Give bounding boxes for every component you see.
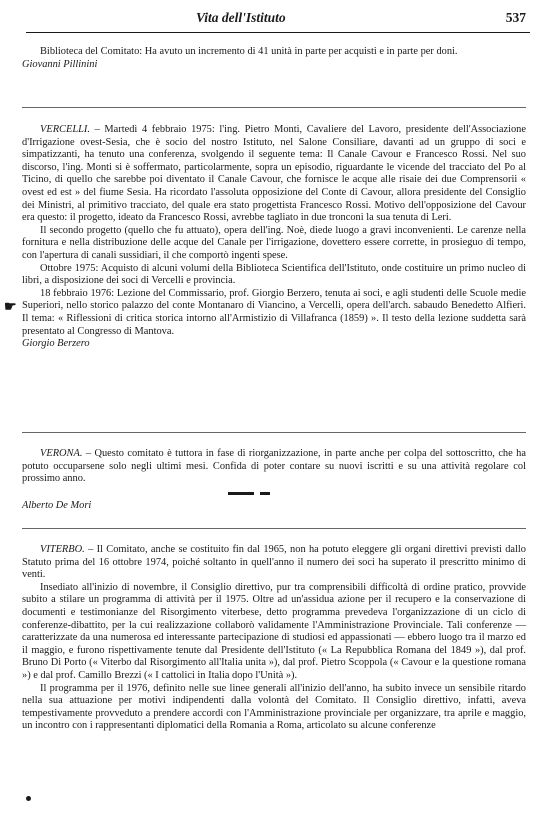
verona-paragraph-1-text: – Questo comitato è tuttora in fase di riorganizzazione, in parte anche per colpa del sottoscritto, che ha potuto occuparsene solo negli ultimi mesi. Confida di poter contare su nuovi iscritti e su una attività regolare col prossimo anno. (22, 448, 526, 485)
biblioteca-section (22, 46, 526, 71)
viterbo-paragraph-3: Il programma per il 1976, definito nelle sue linee generali all'inizio dell'anno, ha subito invece un sensibile ritardo nella sua attuazione per motivi indipendenti dalla volontà del Comitato. Il Consiglio direttivo, infatti, aveva tempestivamente provveduto a prendere accordi con l'Amministrazione provinciale per organizzare, tra aprile e maggio, un incontro con i rappresentanti diplomatici della Romania a Roma, articolato su alcune conferenze (22, 682, 526, 732)
viterbo-paragraph-2: Insediato all'inizio di novembre, il Consiglio direttivo, pur tra comprensibili difficoltà di ordine pratico, provvide subito a stilare un programma di attività per il 1975. Oltre ad un'assidua azione per il recupero e la conservazione di documenti e testimonianze del Risorgimento viterbese, detto programma prevedeva l'organizzazione di un ciclo di conferenze-dibattito, per la cui realizzazione collaborò validamente l'Amministrazione Provinciale. Tali conferenze — caratterizzate da una numerosa ed interessante partecipazione di studiosi ed appassionati — ebbero luogo tra il marzo ed il maggio, e furono rispettivamente tenute dal Presidente dell'Istituto (« La Repubblica Romana del 1849 »), dal prof. Bruno Di Porto (« Viterbo dal Risorgimento all'Italia unita »), dal prof. Pietro Scoppola (« Cavour e la questione romana ») e dal prof. Camillo Brezzi (« I cattolici in Italia dopo l'Unità »). (22, 581, 526, 681)
verona-heading: VERONA. (40, 448, 83, 459)
vercelli-paragraph-2: Il secondo progetto (quello che fu attuato), opera dell'ing. Noè, diede luogo a gravi inconvenienti. Le carenze nella fornitura e nella distribuzione delle acque del Canale per l'irrigazione, dovettero essere corrette, in prosieguo di tempo, con l'apertura di canali sussidiari, il che comportò ingenti spese. (22, 224, 526, 261)
header-title: Vita dell'Istituto (196, 10, 286, 25)
page-mark (26, 796, 31, 801)
page-number: 537 (505, 10, 526, 25)
viterbo-section (22, 544, 526, 733)
header-rule (26, 32, 530, 33)
ink-smudge (228, 492, 254, 495)
margin-hand-mark: ☛ (4, 300, 17, 315)
biblioteca-signature: Giovanni Pillinini (22, 58, 98, 70)
vercelli-signature: Giorgio Berzero (22, 338, 90, 350)
vercelli-section (22, 124, 526, 351)
vercelli-paragraph-3: Ottobre 1975: Acquisto di alcuni volumi della Biblioteca Scientifica dell'Istituto, onde costituire un primo nucleo di libri, a disposizione dei soci di Vercelli e provincia. (22, 262, 526, 287)
biblioteca-paragraph: Biblioteca del Comitato: Ha avuto un incremento di 41 unità in parte per acquisti e in parte per doni. (40, 46, 458, 57)
ink-smudge (260, 492, 270, 495)
running-header (26, 12, 530, 36)
vercelli-paragraph-1-text: – Martedì 4 febbraio 1975: l'ing. Pietro Monti, Cavaliere del Lavoro, presidente dell'Associazione d'Irrigazione ovest-Sesia, che è socio del nostro Istituto, nel Salone Consiliare, davanti ad un gruppo di soci e simpatizzanti, ha tenuto una conferenza, svolgendo il seguente tema: Il Canale Cavour e Francesco Rossi. Nel suo discorso, l'ing. Monti si è soffermato, particolarmente, sopra un episodio, riguardante le vicende del tracciato del Po al Ticino, di quello che sarebbe poi diventato il Canale Cavour, che fornisce le acque alle risaie dei due Comprensorii « ovest ed est » del fiume Sesia. Ha ricordato l'assoluta opposizione del Conte di Cavour, allora presidente del Consiglio dei Ministri, al primitivo tracciato, del quale era stato progettista Francesco Rossi. Motivo dell'opposizione del Cavour era questo: il progetto, ideato da Francesco Rossi, avrebbe tagliato in due tronconi la sua tenuta di Leri. (22, 124, 526, 224)
section-divider (22, 528, 526, 529)
verona-section (22, 448, 526, 512)
viterbo-heading: VITERBO. (40, 544, 85, 555)
viterbo-paragraph-1 (22, 544, 526, 582)
verona-paragraph-1 (22, 448, 526, 486)
vercelli-paragraph-4: 18 febbraio 1976: Lezione del Commissario, prof. Giorgio Berzero, tenuta ai soci, e agli studenti delle Scuole medie Superiori, nello storico palazzo del conte Montanaro di Viancino, a Vercelli, opera dell'arch. sabaudo Benedetto Alfieri. Il tema: « Riflessioni di critica storica intorno all'Armistizio di Villafranca (1859) ». Il testo della lezione suddetta sarà presentato al Congresso di Mantova. (22, 287, 526, 337)
verona-signature: Alberto De Mori (22, 499, 92, 511)
viterbo-paragraph-1-text: – Il Comitato, anche se costituito fin dal 1965, non ha potuto eleggere gli organi direttivi previsti dallo Statuto prima del 16 ottobre 1974, poiché soltanto in quell'anno il numero dei soci ha superato il prescritto minimo di venti. (22, 544, 526, 581)
vercelli-heading: VERCELLI. (40, 124, 90, 135)
section-divider (22, 107, 526, 108)
vercelli-paragraph-1 (22, 124, 526, 225)
section-divider (22, 432, 526, 433)
